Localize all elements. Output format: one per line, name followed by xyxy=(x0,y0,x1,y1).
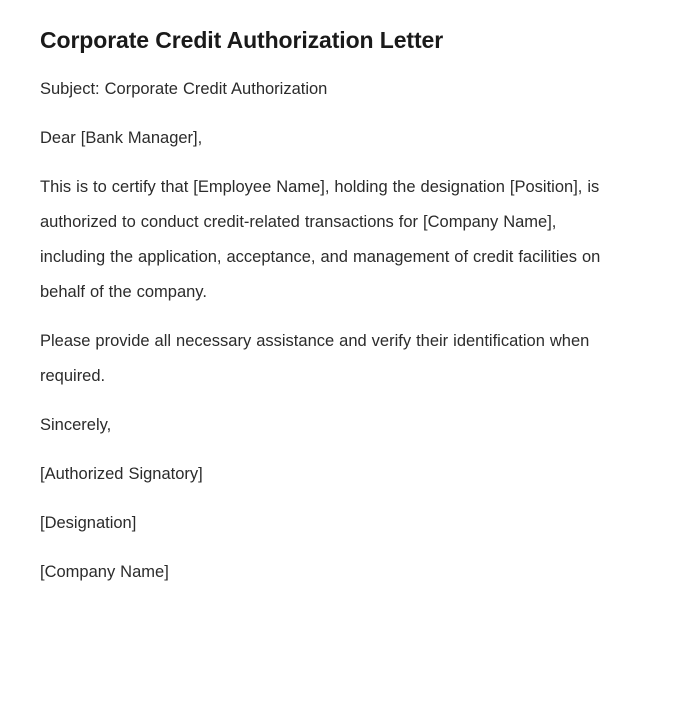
body-paragraph-assistance: Please provide all necessary assistance and verify their identification when required. xyxy=(40,332,590,385)
salutation: Dear [Bank Manager], xyxy=(40,129,203,147)
page-title: Corporate Credit Authorization Letter xyxy=(40,27,444,53)
body-paragraph-certification: This is to certify that [Employee Name], holding the designation [Position], is authorized to conduct credit-related transactions for [Company Name], including the application, acceptance, and management of credit facilities on behalf of the company. xyxy=(40,178,601,301)
subject-line: Subject: Corporate Credit Authorization xyxy=(40,80,328,98)
signatory-company: [Company Name] xyxy=(40,563,169,581)
closing: Sincerely, xyxy=(40,416,112,434)
signatory-name: [Authorized Signatory] xyxy=(40,465,203,483)
signatory-designation: [Designation] xyxy=(40,514,137,532)
